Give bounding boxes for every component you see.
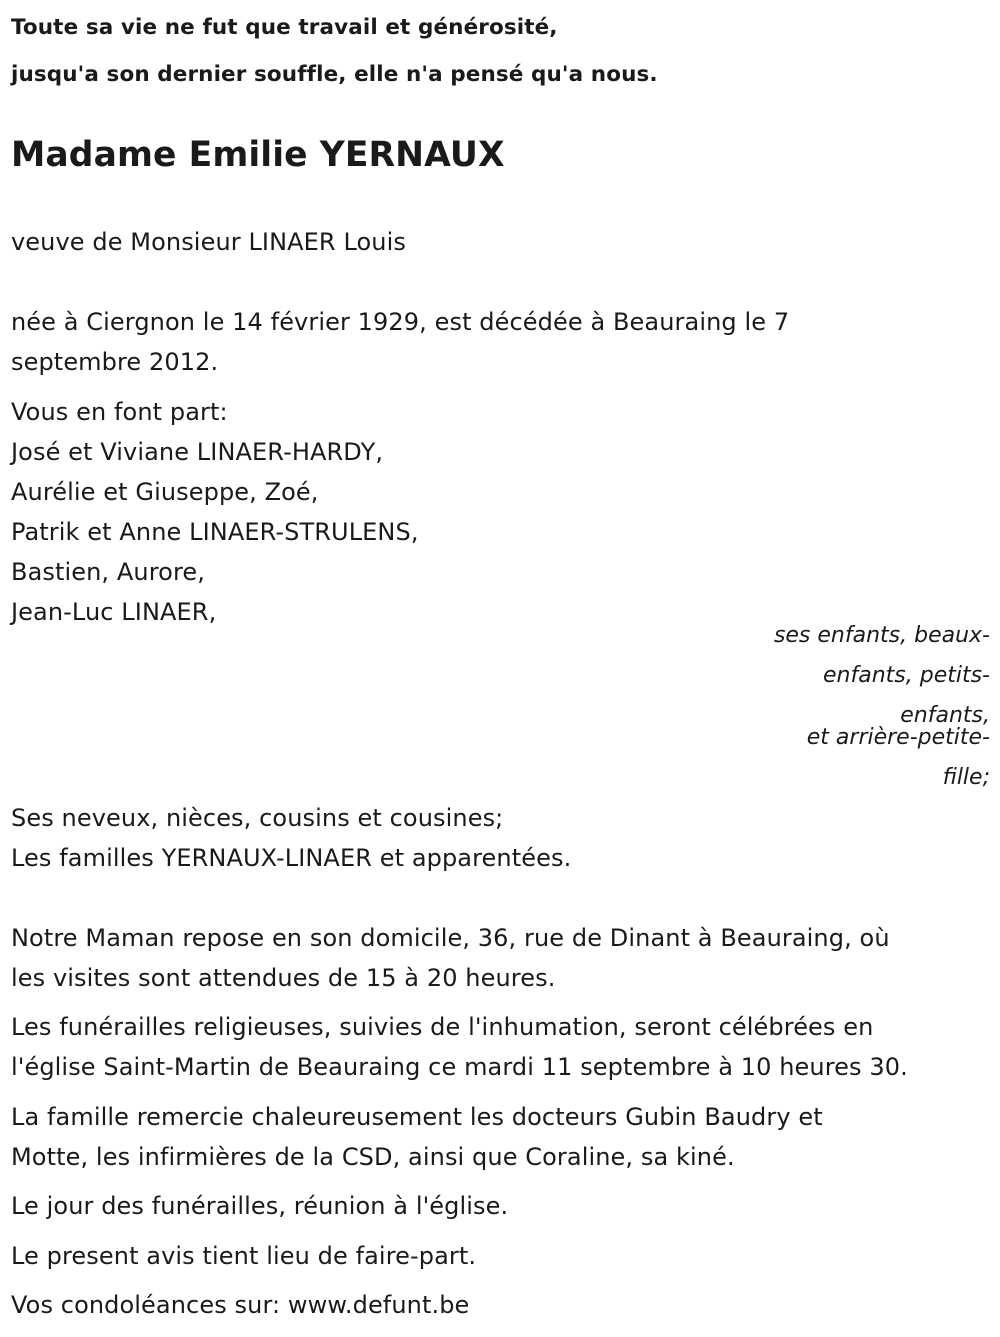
extended-family-line: Les familles YERNAUX-LINAER et apparentées. xyxy=(11,844,572,872)
gathering-line: Le jour des funérailles, réunion à l'église. xyxy=(11,1192,509,1220)
thanks-line-2: Motte, les infirmières de la CSD, ainsi que Coraline, sa kiné. xyxy=(11,1143,735,1171)
rest-line-1: Notre Maman repose en son domicile, 36, rue de Dinant à Beauraing, où xyxy=(11,924,890,952)
funeral-line-1: Les funérailles religieuses, suivies de l'inhumation, seront célébrées en xyxy=(11,1013,874,1041)
condolences-line: Vos condoléances sur: www.defunt.be xyxy=(11,1291,470,1319)
birth-death-line-1: née à Ciergnon le 14 février 1929, est décédée à Beauraing le 7 xyxy=(11,308,790,336)
relation-line: enfants, xyxy=(900,703,990,728)
thanks-line-1: La famille remercie chaleureusement les docteurs Gubin Baudry et xyxy=(11,1103,823,1131)
family-member: Jean-Luc LINAER, xyxy=(11,598,217,626)
relation-line: et arrière-petite- xyxy=(806,725,990,750)
relation-line: fille; xyxy=(942,765,990,790)
notice-line: Le present avis tient lieu de faire-part. xyxy=(11,1242,477,1270)
rest-line-2: les visites sont attendues de 15 à 20 heures. xyxy=(11,964,556,992)
motto-line-2: jusqu'a son dernier souffle, elle n'a pensé qu'a nous. xyxy=(11,62,658,87)
funeral-line-2: l'église Saint-Martin de Beauraing ce mardi 11 septembre à 10 heures 30. xyxy=(11,1053,908,1081)
announcement-intro: Vous en font part: xyxy=(11,398,228,426)
family-member: Bastien, Aurore, xyxy=(11,558,205,586)
motto-line-1: Toute sa vie ne fut que travail et générosité, xyxy=(11,15,558,40)
extended-family-line: Ses neveux, nièces, cousins et cousines; xyxy=(11,804,504,832)
relation-line: enfants, petits- xyxy=(823,663,990,688)
family-member: Aurélie et Giuseppe, Zoé, xyxy=(11,478,319,506)
family-member: Patrik et Anne LINAER-STRULENS, xyxy=(11,518,419,546)
birth-death-line-2: septembre 2012. xyxy=(11,348,219,376)
deceased-name: Madame Emilie YERNAUX xyxy=(11,135,505,175)
family-member: José et Viviane LINAER-HARDY, xyxy=(11,438,384,466)
widow-of: veuve de Monsieur LINAER Louis xyxy=(11,228,406,256)
relation-line: ses enfants, beaux- xyxy=(773,623,990,648)
